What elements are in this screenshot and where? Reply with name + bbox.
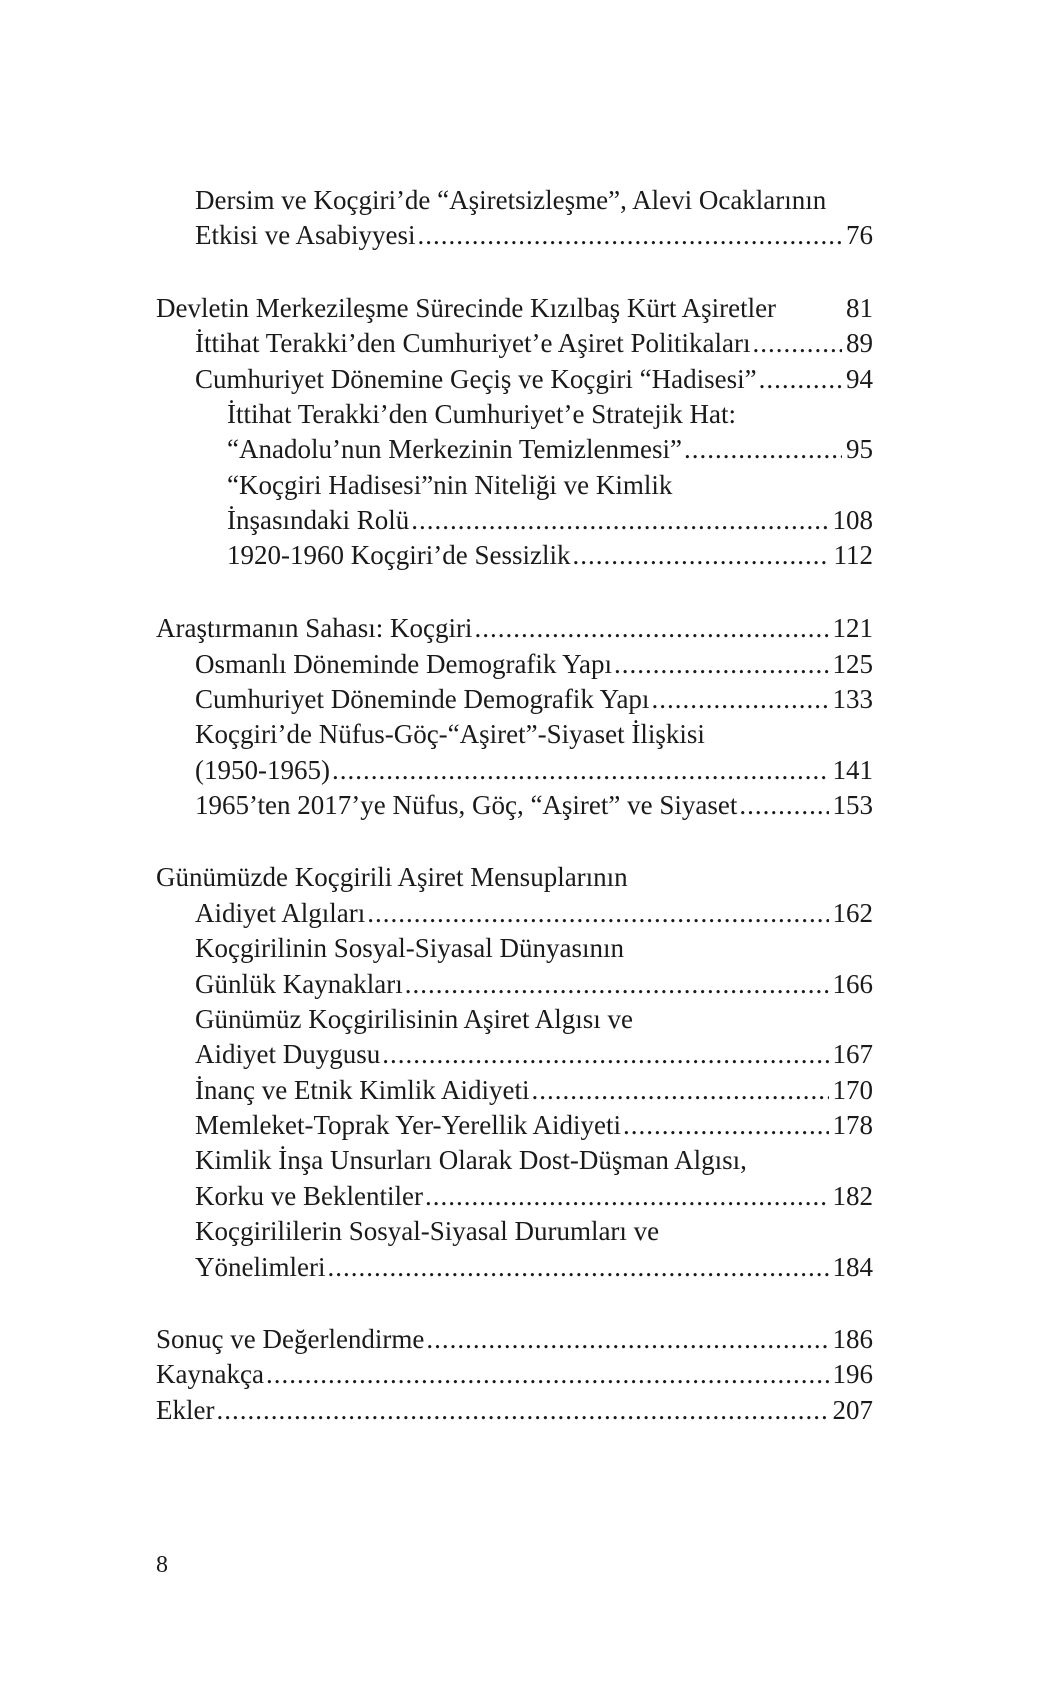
toc-dot-leader <box>623 1107 828 1143</box>
toc-dot-leader <box>411 502 828 538</box>
toc-entry-title: Koçgiri’de Nüfus-Göç-“Aşiret”-Siyaset İlişkisi <box>195 719 705 749</box>
toc-entry <box>156 610 873 646</box>
toc-entry-title: İnanç ve Etnik Kimlik Aidiyeti <box>195 1075 530 1105</box>
toc-entry <box>156 1356 873 1392</box>
toc-entry <box>227 537 873 573</box>
toc-entry-title: Etkisi ve Asabiyyesi <box>195 220 416 250</box>
toc-entry <box>195 895 873 931</box>
toc-entry <box>227 502 873 538</box>
toc-entry-title: 1920-1960 Koçgiri’de Sessizlik <box>227 540 571 570</box>
page-number: 8 <box>156 1552 168 1578</box>
toc-entry <box>156 1321 873 1357</box>
toc-entry-title: Koçgirililerin Sosyal-Siyasal Durumları ve <box>195 1216 660 1246</box>
toc-entry <box>195 1249 873 1285</box>
toc-entry <box>227 396 873 432</box>
toc-dot-leader <box>651 681 828 717</box>
toc-entry-title: Devletin Merkezileşme Sürecinde Kızılbaş Kürt Aşiretler <box>156 293 777 323</box>
toc-entry-page: 108 <box>832 505 873 535</box>
toc-entry-title: Aidiyet Duygusu <box>195 1039 381 1069</box>
toc-entry-page: 186 <box>832 1324 873 1354</box>
toc-entry-title: “Anadolu’nun Merkezinin Temizlenmesi” <box>227 434 682 464</box>
toc-entry-page: 125 <box>832 649 873 679</box>
toc-dot-leader <box>425 1178 829 1214</box>
toc-entry-title: “Koçgiri Hadisesi”nin Niteliği ve Kimlik <box>227 470 673 500</box>
toc-entry <box>195 966 873 1002</box>
toc-entry-page: 141 <box>832 755 873 785</box>
toc-entry-page: 178 <box>832 1110 873 1140</box>
toc-entry-page: 182 <box>832 1181 873 1211</box>
toc-entry-title: 1965’ten 2017’ye Nüfus, Göç, “Aşiret” ve Siyaset <box>195 790 738 820</box>
toc-entry <box>195 1072 873 1108</box>
toc-entry <box>195 1213 873 1249</box>
toc-entry <box>195 681 873 717</box>
toc-entry <box>156 1392 873 1428</box>
toc-entry-title: Koçgirilinin Sosyal-Siyasal Dünyasının <box>195 933 624 963</box>
toc-entry <box>195 1107 873 1143</box>
toc-entry <box>195 646 873 682</box>
toc-dot-leader <box>367 895 828 931</box>
toc-entry-page: 121 <box>832 613 873 643</box>
toc-entry-title: Günümüzde Koçgirili Aşiret Mensuplarının <box>156 862 628 892</box>
toc-entry-page: 162 <box>832 898 873 928</box>
toc-entry-title: Günlük Kaynakları <box>195 969 403 999</box>
toc-dot-leader <box>759 361 842 397</box>
toc-entry <box>195 716 873 752</box>
toc-entry <box>195 752 873 788</box>
toc-entry-page: 133 <box>832 684 873 714</box>
toc-dot-leader <box>474 610 828 646</box>
toc-entry-title: Araştırmanın Sahası: Koçgiri <box>156 613 473 643</box>
toc-entry-title: Sonuç ve Değerlendirme <box>156 1324 425 1354</box>
toc-entry <box>195 1142 873 1178</box>
toc-entry-title: Dersim ve Koçgiri’de “Aşiretsizleşme”, Alevi Ocaklarının <box>195 185 827 215</box>
toc-entry-title: Ekler <box>156 1395 215 1425</box>
toc-entry <box>195 182 873 218</box>
toc-dot-leader <box>572 537 829 573</box>
toc-entry-page: 196 <box>832 1359 873 1389</box>
toc-dot-leader <box>426 1321 828 1357</box>
toc-entry-title: Cumhuriyet Dönemine Geçiş ve Koçgiri “Hadisesi” <box>195 364 757 394</box>
toc-entry-page: 166 <box>832 969 873 999</box>
toc-entry <box>227 467 873 503</box>
toc-entry-page: 170 <box>832 1075 873 1105</box>
toc-entry-title: Osmanlı Döneminde Demografik Yapı <box>195 649 612 679</box>
toc-entry <box>195 217 873 253</box>
toc-dot-leader <box>332 752 829 788</box>
toc-dot-leader <box>531 1072 828 1108</box>
toc-entry-page: 81 <box>846 293 873 323</box>
toc-entry-page: 184 <box>832 1252 873 1282</box>
toc-dot-leader <box>752 325 842 361</box>
toc-entry <box>195 787 873 823</box>
toc-dot-leader <box>216 1392 828 1428</box>
toc-entry <box>195 1001 873 1037</box>
toc-entry-page: 94 <box>846 364 873 394</box>
toc-dot-leader <box>266 1356 829 1392</box>
toc-entry-title: Aidiyet Algıları <box>195 898 366 928</box>
toc-entry-title: Memleket-Toprak Yer-Yerellik Aidiyeti <box>195 1110 622 1140</box>
toc-entry <box>156 290 873 326</box>
toc-dot-leader <box>417 217 842 253</box>
toc-entry-title: İttihat Terakki’den Cumhuriyet’e Stratejik Hat: <box>227 399 736 429</box>
toc-entry-page: 167 <box>832 1039 873 1069</box>
toc-dot-leader <box>684 431 842 467</box>
toc-entry-title: İttihat Terakki’den Cumhuriyet’e Aşiret Politikaları <box>195 328 751 358</box>
toc-entry <box>195 1036 873 1072</box>
toc-entry-title: İnşasındaki Rolü <box>227 505 410 535</box>
toc-entry-page: 153 <box>832 790 873 820</box>
toc-dot-leader <box>327 1249 828 1285</box>
toc-entry-title: Korku ve Beklentiler <box>195 1181 423 1211</box>
toc-entry-title: Cumhuriyet Döneminde Demografik Yapı <box>195 684 650 714</box>
toc-entry-page: 76 <box>846 220 873 250</box>
toc-entry-page: 207 <box>832 1395 873 1425</box>
toc-dot-leader <box>739 787 828 823</box>
toc-entry <box>195 930 873 966</box>
toc-entry <box>195 361 873 397</box>
toc-entry-page: 95 <box>846 434 873 464</box>
toc-entry <box>227 431 873 467</box>
toc-entry-page: 112 <box>833 540 873 570</box>
toc-entry <box>195 325 873 361</box>
toc-entry-title: Günümüz Koçgirilisinin Aşiret Algısı ve <box>195 1004 633 1034</box>
toc-entry-page: 89 <box>846 328 873 358</box>
toc-entry <box>195 1178 873 1214</box>
toc-entry <box>156 859 873 895</box>
toc-entry-title: Yönelimleri <box>195 1252 326 1282</box>
toc-entry-title: Kaynakça <box>156 1359 264 1389</box>
toc-entry-title: (1950-1965) <box>195 755 330 785</box>
toc-entry-title: Kimlik İnşa Unsurları Olarak Dost-Düşman Algısı, <box>195 1145 747 1175</box>
toc-dot-leader <box>614 646 829 682</box>
toc-dot-leader <box>382 1036 828 1072</box>
toc-dot-leader <box>405 966 829 1002</box>
